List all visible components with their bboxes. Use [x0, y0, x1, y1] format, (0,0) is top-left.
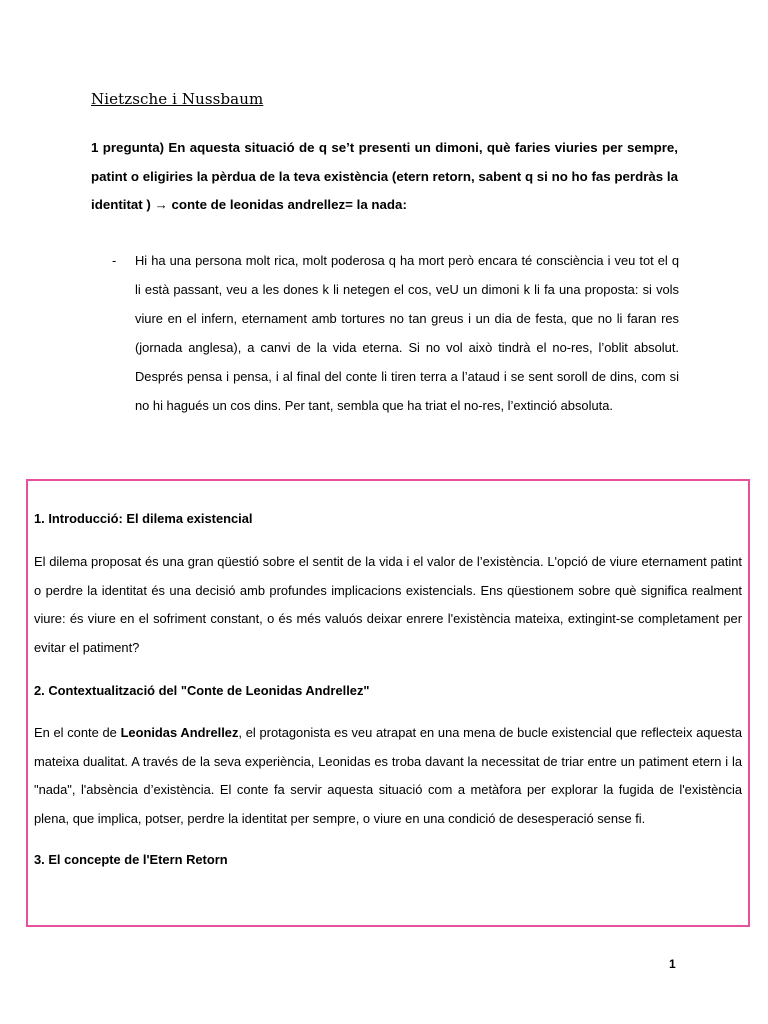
section-heading-introduction: 1. Introducció: El dilema existencial: [34, 511, 253, 526]
section-paragraph-context: [34, 719, 742, 834]
section-heading-context: 2. Contextualització del "Conte de Leonidas Andrellez": [34, 682, 370, 698]
bullet-item: [112, 247, 679, 420]
section-heading-eternal-return: 3. El concepte de l'Etern Retorn: [34, 851, 228, 867]
paragraph-text-end: , el protagonista es veu atrapat en una mena de bucle existencial que reflecteix aquesta mateixa dualitat. A través de la seva experiència, Leonidas es troba davant la necessitat de triar entre un patiment etern i la "nada", l'absència d’existència. El conte fa servir aquesta situació com a metàfora per explorar la fugida de l'existència plena, que implica, potser, perdre la identitat per sempre, o viure en una condició de desesperació sense fi.: [34, 724, 742, 826]
document-title: Nietzsche i Nussbaum: [91, 90, 264, 108]
section-paragraph-introduction: El dilema proposat és una gran qüestió sobre el sentit de la vida i el valor de l’existència. L'opció de viure eternament patint o perdre la identitat és una decisió amb profundes implicacions existencials. Ens qüestionem sobre què significa realment viure: és viure en el sofriment constant, o és més valuós deixar enrere l'existència mateixa, extingint-se completament per evitar el patiment?: [34, 554, 742, 656]
paragraph-bold-name: Leonidas Andrellez: [120, 724, 239, 740]
page-number: 1: [669, 957, 676, 971]
question-text: 1 pregunta) En aquesta situació de q se’t presenti un dimoni, què faries viuries per sempre, patint o eligiries la pèrdua de la teva existència (etern retorn, sabent q si no ho fas perdràs la identitat ) → conte de leonidas andrellez= la nada:: [91, 140, 678, 213]
bullet-marker: -: [112, 253, 117, 268]
bullet-text: Hi ha una persona molt rica, molt poderosa q ha mort però encara té consciència i veu tot el q li està passant, veu a les dones k li netegen el cos, veU un dimoni k li fa una proposta: si vols viure en el infern, eternament amb tortures no tan greus i un dia de festa, que no li faran res (jornada anglesa), a canvi de la vida eterna. Si no vol això tindrà el no-res, l’oblit absolut. Després pensa i pensa, i al final del conte li tiren terra a l’ataud i se sent soroll de dins, com si no hi hagués un cos dins. Per tant, sembla que ha triat el no-res, l’extinció absoluta.: [135, 253, 679, 413]
answer-box: [26, 479, 750, 927]
paragraph-text-start: En el conte de: [34, 724, 121, 740]
bullet-list: [112, 247, 679, 420]
